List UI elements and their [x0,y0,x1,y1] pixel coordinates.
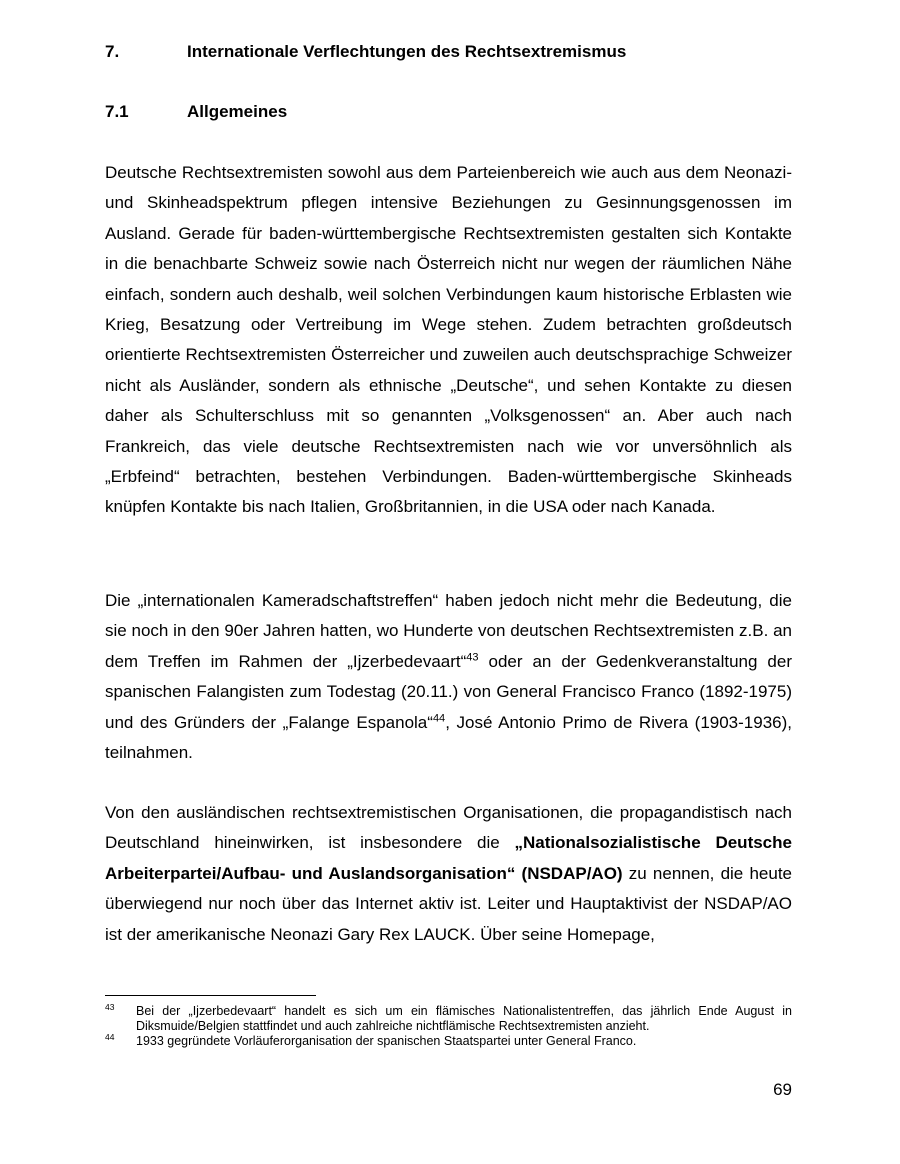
paragraph-2-text-1: Die „internationalen Kameradschaftstreffen“ haben jedoch nicht mehr die Bedeutung, die sie noch in den 90er Jahren hatten, wo Hunderte von deutschen Rechtsextremisten z.B. an dem Treffen im Rahmen der „Ijzerbedevaart“ [105,591,792,671]
paragraph-3 [105,798,792,950]
paragraph-2 [105,586,792,768]
paragraph-1: Deutsche Rechtsextremisten sowohl aus dem Parteienbereich wie auch aus dem Neonazi- und Skinheadspektrum pflegen intensive Beziehungen zu Gesinnungsgenossen im Ausland. Gerade für baden-württembergische Rechtsextremisten gestalten sich Kontakte in die benachbarte Schweiz sowie nach Österreich nicht nur wegen der räumlichen Nähe einfach, sondern auch deshalb, weil solchen Verbindungen kaum historische Erblasten wie Krieg, Besatzung oder Vertreibung im Wege stehen. Zudem betrachten großdeutsch orientierte Rechtsextremisten Österreicher und zuweilen auch deutschsprachige Schweizer nicht als Ausländer, sondern als ethnische „Deutsche“, und sehen Kontakte zu diesen daher als Schulterschluss mit so genannten „Volksgenossen“ an. Aber auch nach Frankreich, das viele deutsche Rechtsextremisten nach wie vor unversöhnlich als „Erbfeind“ betrachten, bestehen Verbindungen. Baden-württembergische Skinheads knüpfen Kontakte bis nach Italien, Großbritannien, in die USA oder nach Kanada. [105,163,792,517]
footnote-number: 43 [105,1002,115,1012]
page-number: 69 [773,1080,792,1099]
footnote-divider [105,995,316,996]
footnote-ref-43: 43 [466,651,479,664]
footnote-number: 44 [105,1032,115,1042]
paragraph-3-text-1: Von den ausländischen rechtsextremistischen Organisationen, die propagandistisch nach Deutschland hineinwirken, ist insbesondere die [105,803,792,853]
organization-name: „Nationalsozialistische Deutsche Arbeiterpartei/Aufbau- und Auslandsorganisation“ (NSDAP/AO) [105,833,792,883]
paragraph-2-text-3: , José Antonio Primo de Rivera (1903-1936), teilnahmen. [105,712,792,763]
footnote-ref-44: 44 [432,711,446,724]
subsection-heading [105,102,287,122]
paragraph-2-text-2: oder an der Gedenkveranstaltung der spanischen Falangisten zum Todestag (20.11.) von General Francisco Franco (1892-1975) und des Gründers der „Falange Espanola“ [105,651,792,732]
footnote-43 [105,1004,792,1033]
footnote-44 [105,1034,792,1049]
footnote-text: 1933 gegründete Vorläuferorganisation der spanischen Staatspartei unter General Franco. [136,1034,637,1048]
footnote-text: Bei der „Ijzerbedevaart“ handelt es sich um ein flämisches Nationalistentreffen, das jährlich Ende August in Diksmuide/Belgien stattfindet und auch zahlreiche nichtflämische Rechtsextremisten anzieht. [136,1004,792,1033]
section-title: Internationale Verflechtungen des Rechtsextremismus [187,42,627,61]
subsection-number: 7.1 [105,102,129,121]
paragraph-3-text-2: zu nennen, die heute überwiegend nur noch über das Internet aktiv ist. Leiter und Hauptaktivist der NSDAP/AO ist der amerikanische Neonazi Gary Rex LAUCK. Über seine Homepage, [105,863,792,944]
subsection-title: Allgemeines [187,102,288,121]
section-number: 7. [105,42,120,61]
section-heading [105,42,626,62]
